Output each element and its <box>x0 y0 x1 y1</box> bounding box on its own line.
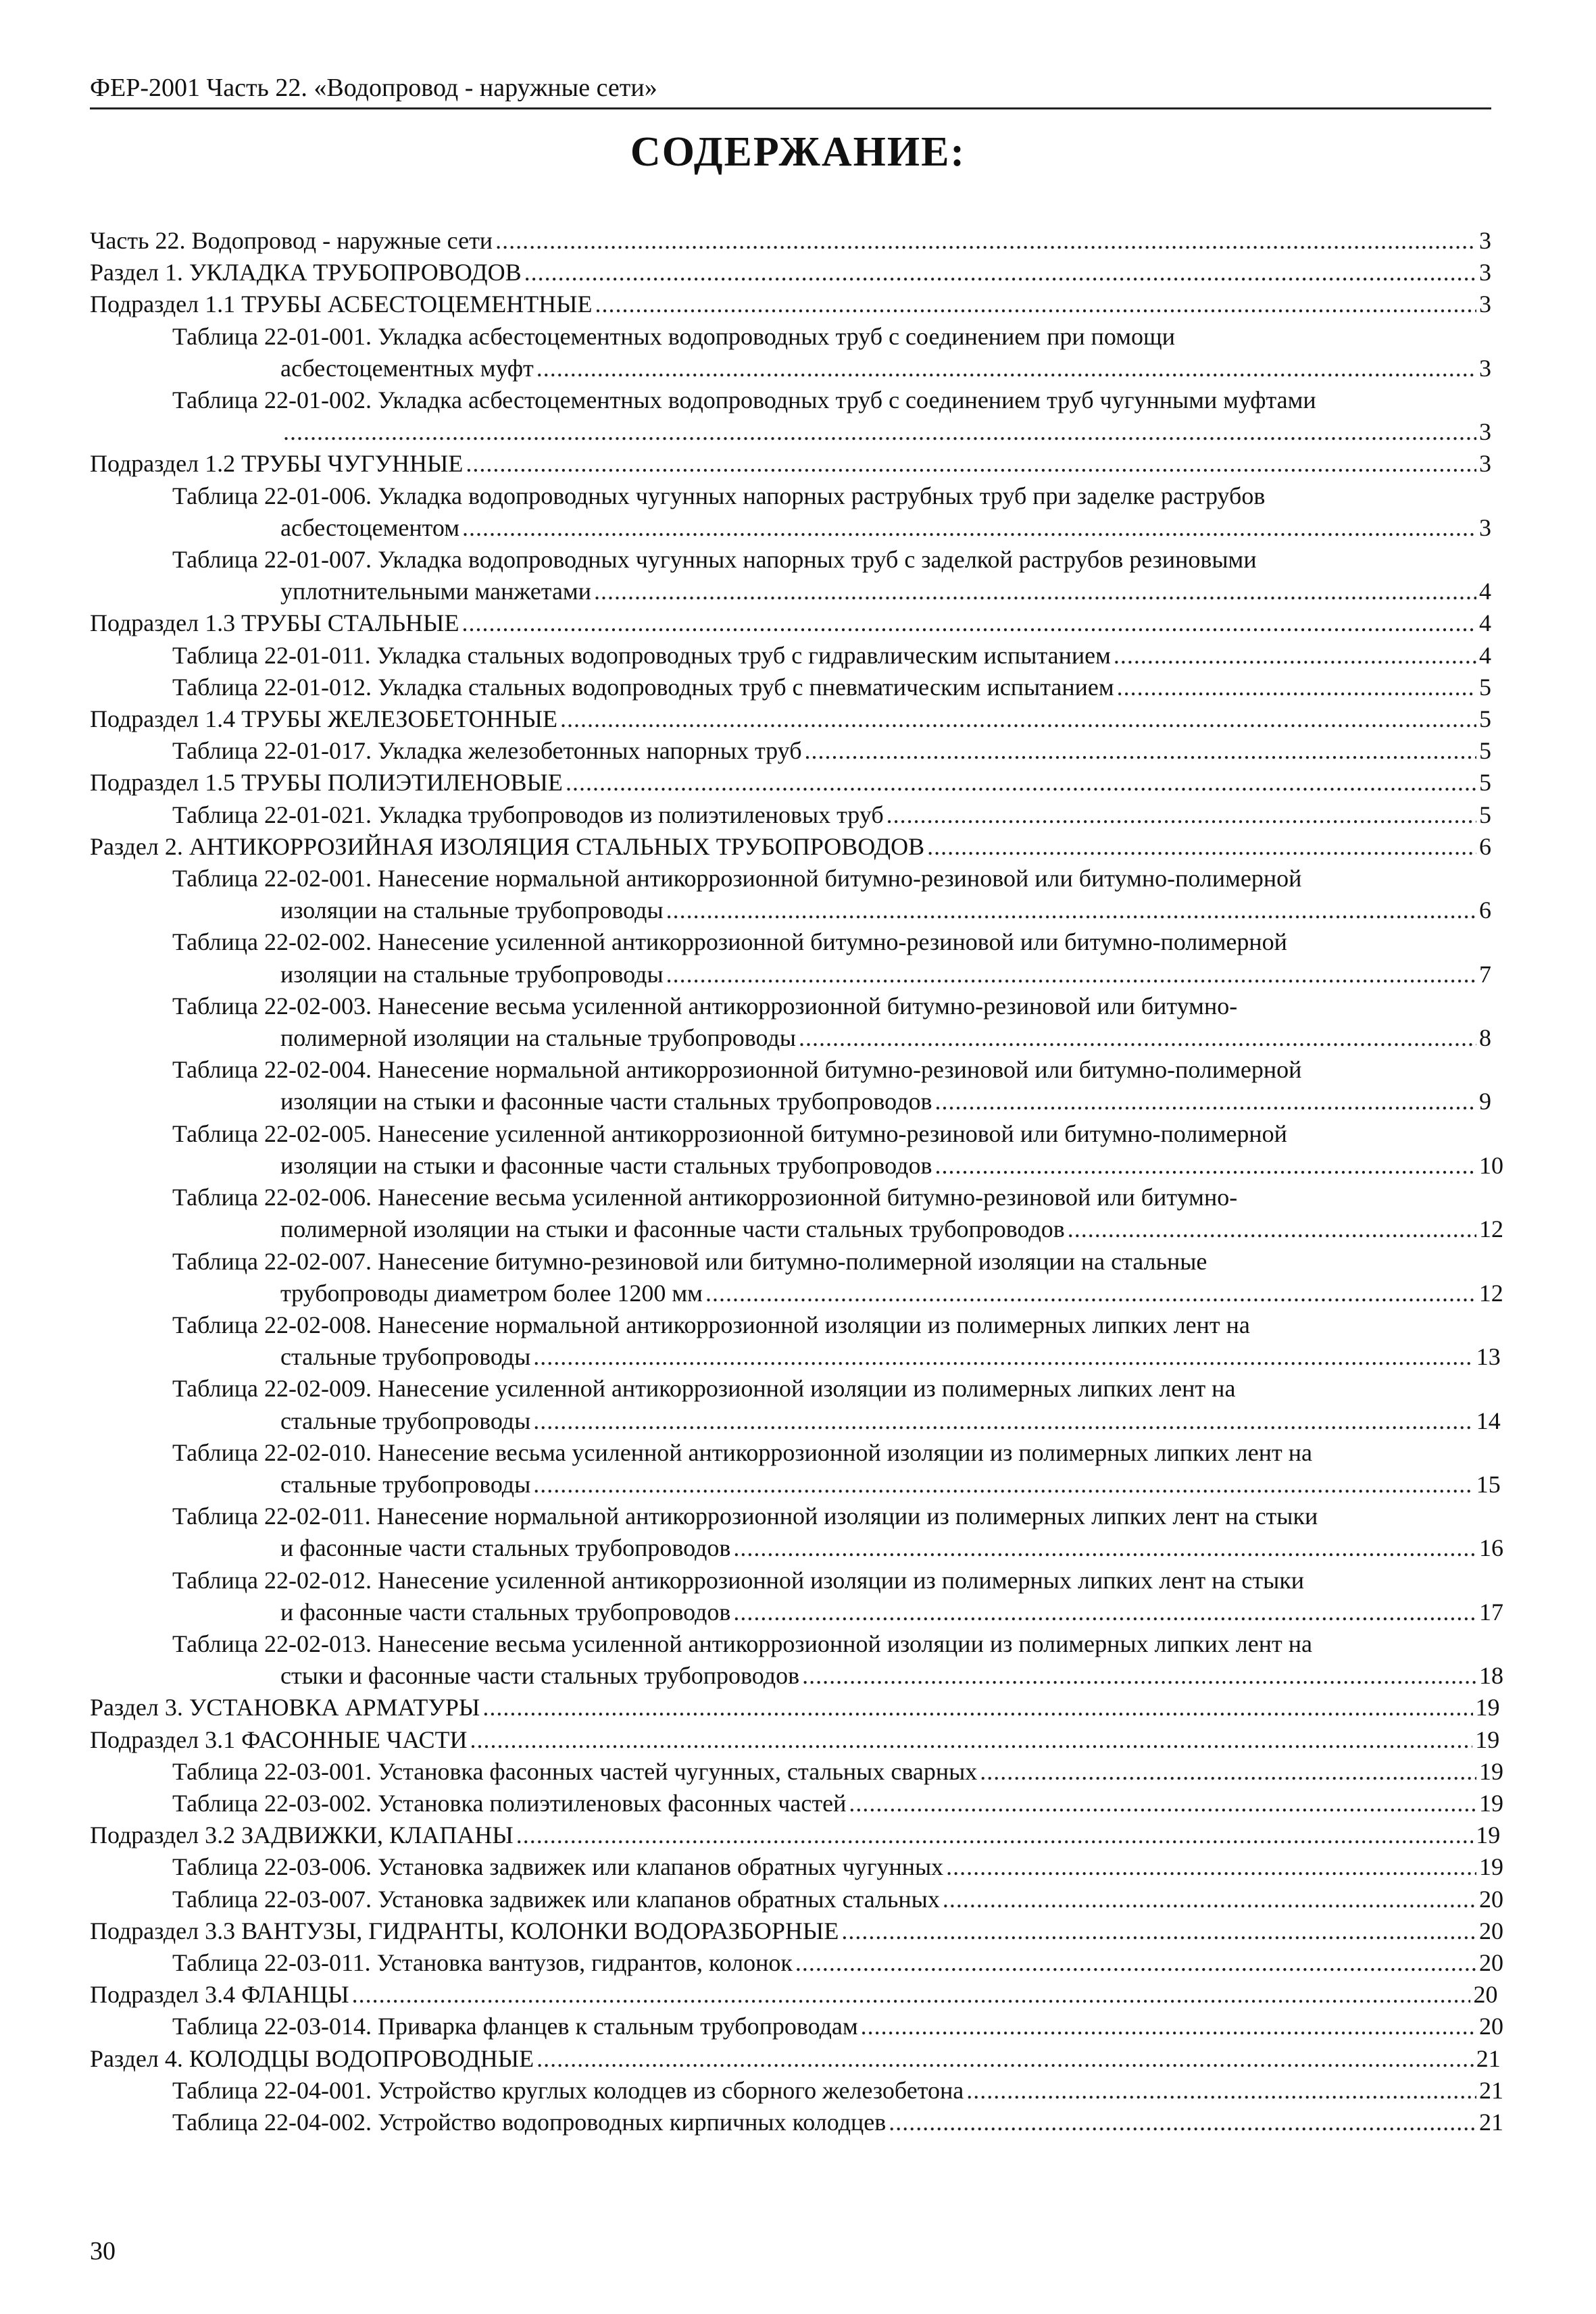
toc-entry-page: 10 <box>1479 1151 1503 1179</box>
toc-entry[interactable] <box>90 1501 1503 1564</box>
dot-leader <box>861 2011 1476 2042</box>
toc-entry-page: 16 <box>1479 1534 1503 1562</box>
toc-entry-page: 19 <box>1479 1789 1503 1817</box>
toc-entry[interactable] <box>90 799 1491 831</box>
toc-entry-page: 3 <box>1479 418 1491 446</box>
toc-entry-text: Таблица 22-03-011. Установка вантузов, гидрантов, колонок <box>172 1948 793 1976</box>
toc-entry[interactable] <box>90 1947 1503 1979</box>
toc-entry-text: Таблица 22-04-001. Устройство круглых колодцев из сборного железобетона <box>172 2076 964 2104</box>
toc-entry-first-line: Таблица 22-02-005. Нанесение усиленной антикоррозионной битумно-резиновой или битумно-полимерной <box>172 1120 1287 1147</box>
toc-entry-text: Таблица 22-01-021. Укладка трубопроводов из полиэтиленовых труб <box>172 801 884 828</box>
toc-entry-page: 21 <box>1479 2108 1503 2136</box>
toc-entry[interactable] <box>90 1309 1501 1373</box>
toc-entry[interactable] <box>90 1756 1503 1788</box>
toc-entry[interactable] <box>90 1373 1501 1436</box>
dot-leader <box>352 1979 1471 2011</box>
toc-entry-text: уплотнительными манжетами <box>280 578 591 605</box>
dot-leader <box>802 1660 1476 1692</box>
toc-entry-first-line: Таблица 22-02-012. Нанесение усиленной антикоррозионной изоляции из полимерных липких лент на стыки <box>172 1566 1305 1594</box>
toc-entry-first-line: Таблица 22-02-011. Нанесение нормальной антикоррозионной изоляции из полимерных липких лент на стыки <box>172 1503 1318 1530</box>
toc-entry-text: Подраздел 3.4 ФЛАНЦЫ <box>90 1981 349 2009</box>
dot-leader <box>537 353 1476 384</box>
toc-entry-text: Подраздел 1.5 ТРУБЫ ПОЛИЭТИЛЕНОВЫЕ <box>90 769 563 797</box>
toc-entry-first-line: Таблица 22-02-001. Нанесение нормальной антикоррозионной битумно-резиновой или битумно-полимерной <box>172 865 1302 892</box>
toc-entry-first-line: Таблица 22-02-010. Нанесение весьма усиленной антикоррозионной изоляции из полимерных липких лент на <box>172 1438 1312 1466</box>
toc-entry-page: 9 <box>1479 1088 1491 1115</box>
dot-leader <box>805 735 1476 767</box>
toc-entry-page: 3 <box>1479 354 1491 382</box>
toc-entry[interactable] <box>90 1246 1503 1309</box>
toc-entry-page: 20 <box>1479 2013 1503 2040</box>
page-number: 30 <box>90 2237 116 2265</box>
toc-entry-page: 3 <box>1479 259 1491 286</box>
toc-entry-first-line: Таблица 22-02-009. Нанесение усиленной антикоррозионной изоляции из полимерных липких лент на <box>172 1375 1236 1403</box>
toc-entry-page: 20 <box>1479 1885 1503 1913</box>
toc-entry-page: 5 <box>1479 801 1491 828</box>
toc-entry-page: 8 <box>1479 1024 1491 1052</box>
toc-entry-text: Таблица 22-03-007. Установка задвижек или клапанов обратных стальных <box>172 1885 940 1913</box>
toc-entry-page: 4 <box>1479 641 1491 669</box>
toc-entry-text: Таблица 22-04-002. Устройство водопроводных кирпичных колодцев <box>172 2108 887 2136</box>
toc-entry[interactable] <box>90 448 1491 480</box>
toc-entry-first-line: Таблица 22-01-002. Укладка асбестоцементных водопроводных труб с соединением труб чугунными муфтами <box>172 386 1316 414</box>
toc-entry-page: 19 <box>1479 1757 1503 1785</box>
dot-leader <box>1068 1213 1476 1245</box>
toc-entry-text: стыки и фасонные части стальных трубопроводов <box>280 1662 800 1690</box>
toc-entry[interactable] <box>90 288 1491 320</box>
dot-leader <box>943 1884 1476 1915</box>
toc-entry-text: Таблица 22-03-001. Установка фасонных частей чугунных, стальных сварных <box>172 1757 978 1785</box>
toc-entry[interactable] <box>90 544 1491 607</box>
toc-entry-page: 5 <box>1479 737 1491 765</box>
toc-entry-text: асбестоцементом <box>280 513 459 541</box>
toc-entry-text: Подраздел 3.2 ЗАДВИЖКИ, КЛАПАНЫ <box>90 1821 514 1849</box>
toc-entry[interactable] <box>90 225 1491 257</box>
dot-leader <box>537 2043 1474 2075</box>
toc-entry[interactable] <box>90 2043 1501 2075</box>
dot-leader <box>1114 640 1476 672</box>
toc-entry-text: Часть 22. Водопровод - наружные сети <box>90 227 493 254</box>
toc-entry[interactable] <box>90 831 1491 863</box>
toc-entry[interactable] <box>90 2075 1503 2107</box>
toc-entry[interactable] <box>90 1054 1491 1117</box>
toc-entry[interactable] <box>90 321 1491 384</box>
toc-entry-text: полимерной изоляции на стыки и фасонные части стальных трубопроводов <box>280 1215 1065 1243</box>
toc-entry-page: 4 <box>1479 578 1491 605</box>
toc-entry-text: и фасонные части стальных трубопроводов <box>280 1598 731 1626</box>
toc-entry-page: 15 <box>1476 1470 1501 1498</box>
toc-entry-text: и фасонные части стальных трубопроводов <box>280 1534 731 1562</box>
toc-entry-text: Таблица 22-03-014. Приварка фланцев к стальным трубопроводам <box>172 2013 858 2040</box>
toc-entry-first-line: Таблица 22-01-001. Укладка асбестоцементных водопроводных труб с соединением при помощи <box>172 322 1175 350</box>
dot-leader <box>533 1469 1473 1501</box>
toc-entry[interactable] <box>90 703 1491 735</box>
dot-leader <box>462 607 1476 639</box>
toc-entry-text: изоляции на стыки и фасонные части стальных трубопроводов <box>280 1088 932 1115</box>
toc-entry[interactable] <box>90 1724 1500 1756</box>
toc-entry-page: 20 <box>1479 1917 1503 1944</box>
toc-entry[interactable] <box>90 607 1491 639</box>
dot-leader <box>595 288 1476 320</box>
toc-entry-page: 18 <box>1479 1662 1503 1690</box>
dot-leader <box>934 1086 1476 1117</box>
toc-entry-text: стальные трубопроводы <box>280 1343 531 1371</box>
toc-entry[interactable] <box>90 1788 1503 1819</box>
toc-entry-text: Таблица 22-03-006. Установка задвижек или клапанов обратных чугунных <box>172 1853 944 1881</box>
dot-leader <box>594 576 1476 607</box>
toc-entry[interactable] <box>90 1851 1503 1883</box>
dot-leader <box>733 1596 1476 1628</box>
dot-leader <box>946 1851 1476 1883</box>
toc-entry[interactable] <box>90 640 1491 672</box>
toc-entry-text: Таблица 22-01-011. Укладка стальных водопроводных труб с гидравлическим испытанием <box>172 641 1111 669</box>
toc-entry-page: 19 <box>1479 1853 1503 1881</box>
toc-entry-text: изоляции на стыки и фасонные части стальных трубопроводов <box>280 1151 932 1179</box>
toc-entry-text: асбестоцементных муфт <box>280 354 534 382</box>
toc-entry-page: 7 <box>1479 960 1491 988</box>
dot-leader <box>560 703 1476 735</box>
dot-leader <box>849 1788 1476 1819</box>
dot-leader <box>533 1405 1473 1437</box>
toc-entry[interactable] <box>90 2011 1503 2042</box>
toc-entry-text: изоляции на стальные трубопроводы <box>280 897 664 924</box>
toc-entry-first-line: Таблица 22-01-006. Укладка водопроводных чугунных напорных раструбных труб при заделке раструбов <box>172 482 1266 509</box>
toc-entry[interactable] <box>90 1819 1501 1851</box>
toc-entry-page: 19 <box>1475 1694 1500 1721</box>
dot-leader <box>934 1150 1476 1182</box>
dot-leader <box>462 512 1476 544</box>
toc-entry-page: 21 <box>1479 2076 1503 2104</box>
dot-leader <box>533 1341 1473 1373</box>
toc-entry[interactable] <box>90 480 1491 544</box>
toc-entry-text: трубопроводы диаметром более 1200 мм <box>280 1279 703 1307</box>
dot-leader <box>927 831 1476 863</box>
toc-entry[interactable] <box>90 926 1491 990</box>
dot-leader <box>799 1022 1476 1054</box>
toc-entry-text: полимерной изоляции на стальные трубопроводы <box>280 1024 796 1052</box>
running-header: ФЕР-2001 Часть 22. «Водопровод - наружные сети» <box>90 71 1491 109</box>
toc-entry-page: 5 <box>1479 705 1491 733</box>
toc-entry-text: Раздел 3. УСТАНОВКА АРМАТУРЫ <box>90 1694 480 1721</box>
toc-entry-text: изоляции на стальные трубопроводы <box>280 960 664 988</box>
page-title: СОДЕРЖАНИЕ: <box>630 129 966 175</box>
toc-entry[interactable] <box>90 990 1491 1054</box>
dot-leader <box>795 1947 1476 1979</box>
toc-entry-first-line: Таблица 22-02-013. Нанесение весьма усиленной антикоррозионной изоляции из полимерных липких лент на <box>172 1630 1312 1657</box>
dot-leader <box>524 257 1476 288</box>
toc-entry[interactable] <box>90 257 1491 288</box>
dot-leader <box>705 1278 1476 1309</box>
dot-leader <box>980 1756 1476 1788</box>
toc-entry[interactable] <box>90 1628 1503 1692</box>
dot-leader <box>887 799 1476 831</box>
toc-entry-first-line: Таблица 22-02-008. Нанесение нормальной антикоррозионной изоляции из полимерных липких лент на <box>172 1311 1250 1338</box>
toc-entry-text: стальные трубопроводы <box>280 1470 531 1498</box>
dot-leader <box>841 1915 1476 1947</box>
toc-entry-page: 13 <box>1476 1343 1501 1371</box>
table-of-contents <box>90 225 1503 2138</box>
toc-entry-first-line: Таблица 22-02-006. Нанесение весьма усиленной антикоррозионной битумно-резиновой или битумно- <box>172 1184 1238 1211</box>
toc-entry-page: 3 <box>1479 450 1491 478</box>
toc-entry-text: Подраздел 3.1 ФАСОННЫЕ ЧАСТИ <box>90 1726 468 1753</box>
toc-entry[interactable] <box>90 672 1491 703</box>
toc-entry-text: Раздел 2. АНТИКОРРОЗИЙНАЯ ИЗОЛЯЦИЯ СТАЛЬНЫХ ТРУБОПРОВОДОВ <box>90 832 925 860</box>
toc-entry-text: Подраздел 1.3 ТРУБЫ СТАЛЬНЫЕ <box>90 609 459 637</box>
toc-entry-page: 19 <box>1476 1821 1501 1849</box>
toc-entry-page: 6 <box>1479 832 1491 860</box>
dot-leader <box>470 1724 1472 1756</box>
toc-entry-text: Подраздел 3.3 ВАНТУЗЫ, ГИДРАНТЫ, КОЛОНКИ ВОДОРАЗБОРНЫЕ <box>90 1917 839 1944</box>
dot-leader <box>966 2075 1476 2107</box>
toc-entry-first-line: Таблица 22-02-004. Нанесение нормальной антикоррозионной битумно-резиновой или битумно-полимерной <box>172 1056 1302 1084</box>
toc-entry[interactable] <box>90 2107 1503 2138</box>
dot-leader <box>889 2107 1476 2138</box>
toc-entry[interactable] <box>90 1692 1500 1724</box>
toc-entry-text: стальные трубопроводы <box>280 1407 531 1434</box>
toc-entry-text: Раздел 1. УКЛАДКА ТРУБОПРОВОДОВ <box>90 259 522 286</box>
toc-entry-page: 20 <box>1473 1981 1498 2009</box>
toc-entry-page: 20 <box>1479 1948 1503 1976</box>
dot-leader <box>283 416 1476 448</box>
toc-entry[interactable] <box>90 1118 1503 1182</box>
toc-entry-page: 12 <box>1479 1215 1503 1243</box>
toc-entry-first-line: Таблица 22-02-002. Нанесение усиленной антикоррозионной битумно-резиновой или битумно-полимерной <box>172 928 1287 956</box>
dot-leader <box>733 1532 1476 1564</box>
toc-entry-text: Таблица 22-01-012. Укладка стальных водопроводных труб с пневматическим испытанием <box>172 673 1114 701</box>
toc-entry-page: 5 <box>1479 769 1491 797</box>
dot-leader <box>482 1692 1472 1724</box>
toc-entry[interactable] <box>90 1979 1498 2011</box>
toc-entry-page: 21 <box>1476 2044 1501 2072</box>
toc-entry-text: Раздел 4. КОЛОДЦЫ ВОДОПРОВОДНЫЕ <box>90 2044 534 2072</box>
toc-entry[interactable] <box>90 1884 1503 1915</box>
toc-entry-first-line: Таблица 22-01-007. Укладка водопроводных чугунных напорных труб с заделкой раструбов резиновыми <box>172 546 1257 574</box>
toc-entry-text: Подраздел 1.4 ТРУБЫ ЖЕЛЕЗОБЕТОННЫЕ <box>90 705 557 733</box>
toc-entry-page: 4 <box>1479 609 1491 637</box>
toc-entry[interactable] <box>90 1915 1503 1947</box>
toc-entry-text: Подраздел 1.1 ТРУБЫ АСБЕСТОЦЕМЕНТНЫЕ <box>90 291 593 318</box>
toc-entry-page: 19 <box>1475 1726 1500 1753</box>
toc-entry-page: 3 <box>1479 513 1491 541</box>
toc-entry-page: 17 <box>1479 1598 1503 1626</box>
toc-entry-text: Подраздел 1.2 ТРУБЫ ЧУГУННЫЕ <box>90 450 464 478</box>
dot-leader <box>666 959 1476 990</box>
toc-entry-page: 12 <box>1478 1279 1503 1307</box>
toc-entry[interactable] <box>90 863 1491 926</box>
toc-entry[interactable] <box>90 1565 1503 1628</box>
toc-entry[interactable] <box>90 735 1491 767</box>
toc-entry[interactable] <box>90 1182 1503 1245</box>
toc-entry-text: Таблица 22-03-002. Установка полиэтиленовых фасонных частей <box>172 1789 847 1817</box>
toc-entry-first-line: Таблица 22-02-003. Нанесение весьма усиленной антикоррозионной битумно-резиновой или битумно- <box>172 992 1238 1020</box>
dot-leader <box>1117 672 1476 703</box>
toc-entry[interactable] <box>90 384 1491 448</box>
dot-leader <box>495 225 1476 257</box>
toc-entry-page: 5 <box>1479 673 1491 701</box>
toc-entry-page: 14 <box>1476 1407 1501 1434</box>
toc-entry-first-line: Таблица 22-02-007. Нанесение битумно-резиновой или битумно-полимерной изоляции на стальные <box>172 1247 1207 1275</box>
toc-entry[interactable] <box>90 767 1491 799</box>
dot-leader <box>566 767 1476 799</box>
toc-entry-page: 3 <box>1479 227 1491 254</box>
toc-entry-page: 3 <box>1479 291 1491 318</box>
dot-leader <box>466 448 1476 480</box>
dot-leader <box>516 1819 1474 1851</box>
toc-entry-text: Таблица 22-01-017. Укладка железобетонных напорных труб <box>172 737 802 765</box>
toc-entry[interactable] <box>90 1437 1501 1501</box>
toc-entry-page: 6 <box>1479 897 1491 924</box>
dot-leader <box>666 895 1476 926</box>
